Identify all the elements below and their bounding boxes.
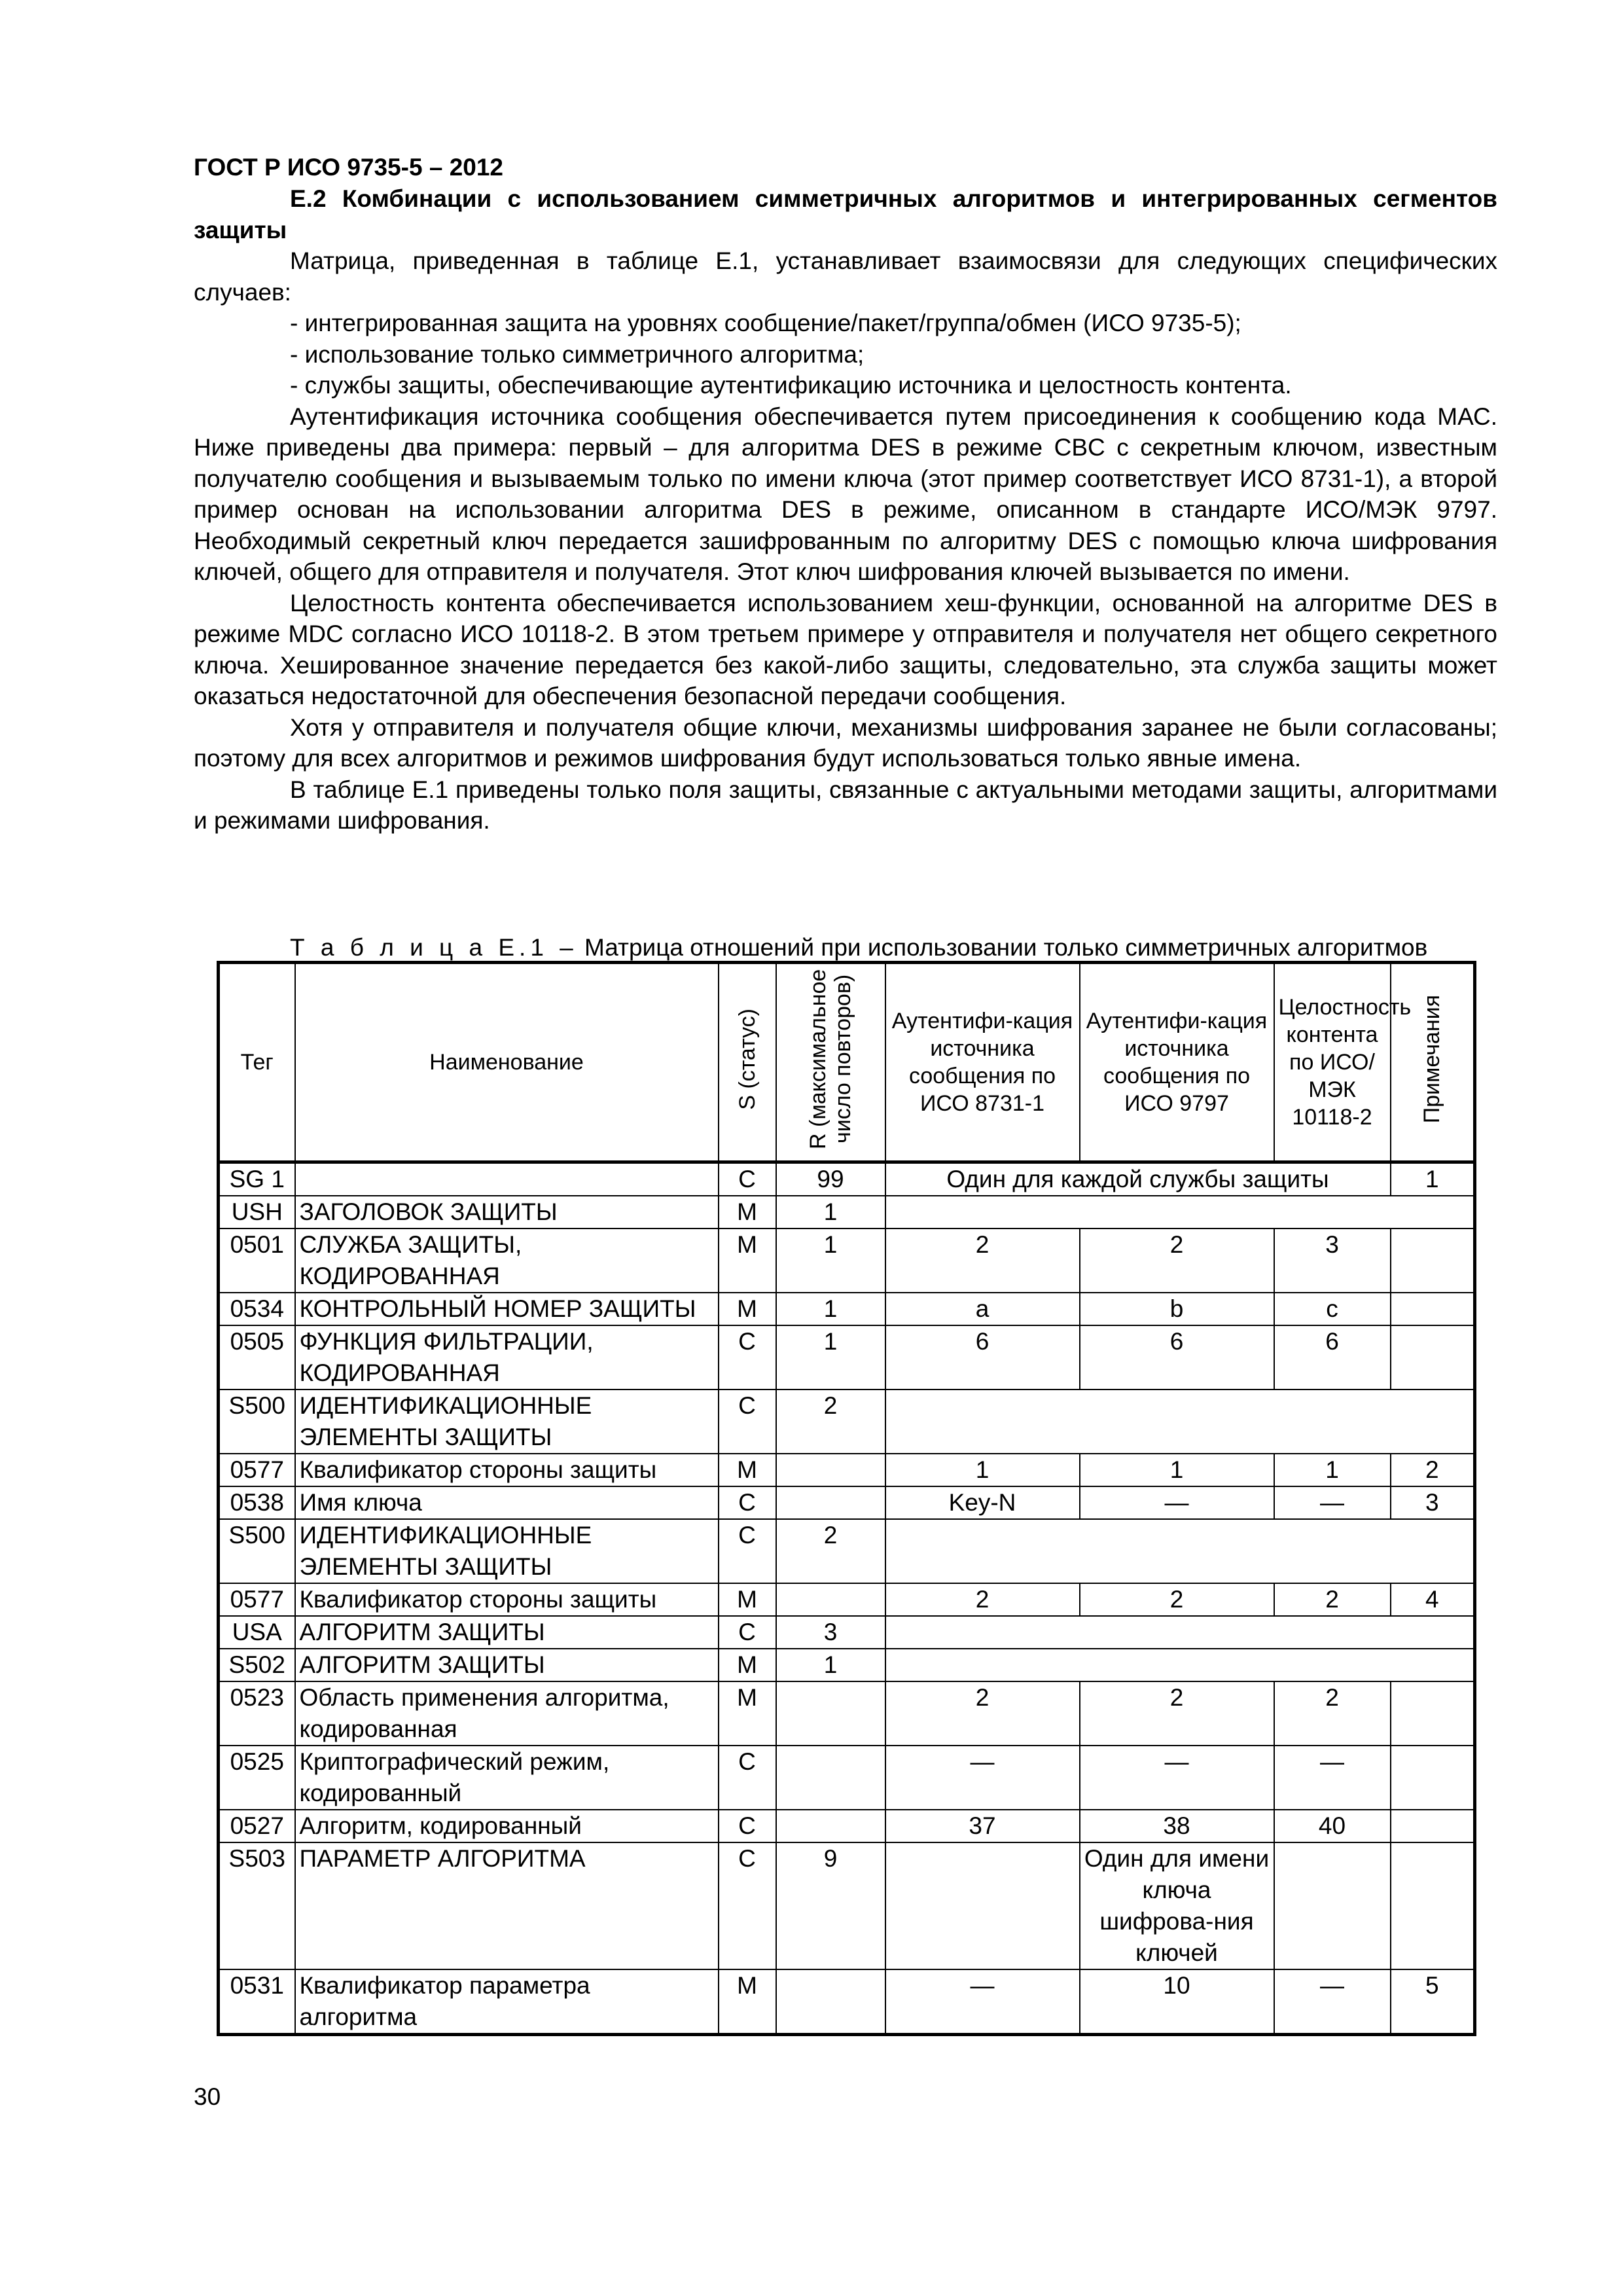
cell-status: C — [719, 1162, 776, 1196]
cell-auth-8731: — — [885, 1746, 1080, 1810]
cell-repeat — [776, 1969, 885, 2035]
table-row — [219, 1969, 1475, 2035]
cell-auth-8731: Key-N — [885, 1486, 1080, 1519]
table-row — [219, 1293, 1475, 1325]
cell-name: АЛГОРИТМ ЗАЩИТЫ — [295, 1616, 719, 1649]
table-row — [219, 1649, 1475, 1681]
cell-repeat: 9 — [776, 1842, 885, 1969]
cell-repeat: 1 — [776, 1293, 885, 1325]
cell-auth-8731: 37 — [885, 1810, 1080, 1842]
cell-name: Квалификатор параметра алгоритма — [295, 1969, 719, 2035]
cell-tag: 0534 — [219, 1293, 295, 1325]
cell-name: Область применения алгоритма, кодированная — [295, 1681, 719, 1746]
cell-auth-9797: Один для имени ключа шифрова-ния ключей — [1080, 1842, 1274, 1969]
cell-name: Криптографический режим, кодированный — [295, 1746, 719, 1810]
cell-tag: 0531 — [219, 1969, 295, 2035]
cell-auth-8731: 2 — [885, 1681, 1080, 1746]
cell-auth-8731: 1 — [885, 1454, 1080, 1486]
cell-note — [1391, 1810, 1475, 1842]
cell-integrity: — — [1274, 1969, 1391, 2035]
cell-repeat: 1 — [776, 1229, 885, 1293]
cell-status: C — [719, 1325, 776, 1390]
cell-status: M — [719, 1293, 776, 1325]
table-row — [219, 1616, 1475, 1649]
table-row — [219, 1390, 1475, 1454]
cell-integrity: 6 — [1274, 1325, 1391, 1390]
cell-repeat — [776, 1454, 885, 1486]
table-caption-prefix: Т а б л и ц а Е.1 – — [290, 934, 578, 961]
cell-name: АЛГОРИТМ ЗАЩИТЫ — [295, 1649, 719, 1681]
cell-auth-9797: 38 — [1080, 1810, 1274, 1842]
paragraph-table-note: В таблице Е.1 приведены только поля защиты, связанные с актуальными методами защиты, алгоритмами и режимами шифрования. — [194, 776, 1497, 834]
cell-auth-9797: b — [1080, 1293, 1274, 1325]
table-row — [219, 1583, 1475, 1616]
table-row — [219, 1681, 1475, 1746]
cell-status: C — [719, 1616, 776, 1649]
cell-name: КОНТРОЛЬНЫЙ НОМЕР ЗАЩИТЫ — [295, 1293, 719, 1325]
cell-auth-9797: 6 — [1080, 1325, 1274, 1390]
header-status-text: S (статус) — [734, 1008, 760, 1110]
cell-auth-9797: — — [1080, 1746, 1274, 1810]
paragraph-authentication: Аутентификация источника сообщения обеспечивается путем присоединения к сообщению кода МАС. Ниже приведены два примера: первый – для алгоритма DES в режиме CBC с секретным ключом, известным получателю сообщения и вызываемым только по имени ключа (этот пример соответствует ИСО 8731-1), а второй пример основан на использовании алгоритма DES в режиме, описанном в стандарте ИСО/МЭК 9797. Необходимый секретный ключ передается зашифрованным по алгоритму DES с помощью ключа шифрования ключей, общего для отправителя и получателя. Этот ключ шифрования ключей вызывается по имени. — [194, 403, 1497, 585]
cell-tag: SG 1 — [219, 1162, 295, 1196]
cell-tag: S502 — [219, 1649, 295, 1681]
table-row — [219, 1196, 1475, 1229]
cell-auth-8731: — — [885, 1969, 1080, 2035]
cell-auth-8731: a — [885, 1293, 1080, 1325]
cell-status: M — [719, 1649, 776, 1681]
cell-integrity — [1274, 1842, 1391, 1969]
header-auth-9797: Аутентифи-кация источника сообщения по ИСО 9797 — [1080, 963, 1274, 1162]
cell-note: 1 — [1391, 1162, 1475, 1196]
cell-status: M — [719, 1196, 776, 1229]
header-integrity: Целостность контента по ИСО/МЭК 10118-2 — [1274, 963, 1391, 1162]
cell-repeat: 3 — [776, 1616, 885, 1649]
cell-auth-9797: — — [1080, 1486, 1274, 1519]
cell-tag: S500 — [219, 1390, 295, 1454]
cell-empty-span — [885, 1196, 1475, 1229]
cell-integrity: 1 — [1274, 1454, 1391, 1486]
cell-empty-span — [885, 1649, 1475, 1681]
list-item: - интегрированная защита на уровнях сообщение/пакет/группа/обмен (ИСО 9735-5); — [290, 310, 1241, 336]
table-row — [219, 1746, 1475, 1810]
page-number: 30 — [194, 2083, 221, 2110]
header-status — [719, 963, 776, 1162]
cell-status: M — [719, 1681, 776, 1746]
header-repeat-text: R (максимальное число повторов) — [806, 969, 855, 1149]
cell-repeat — [776, 1681, 885, 1746]
paragraph-integrity: Целостность контента обеспечивается использованием хеш-функции, основанной на алгоритме DES в режиме MDC согласно ИСО 10118-2. В этом третьем примере у отправителя и получателя нет общего секретного ключа. Хешированное значение передается без какой-либо защиты, следовательно, эта служба защиты может оказаться недостаточной для обеспечения безопасной передачи сообщения. — [194, 589, 1497, 709]
cell-tag: 0505 — [219, 1325, 295, 1390]
cell-integrity: — — [1274, 1486, 1391, 1519]
cell-empty-span — [885, 1390, 1475, 1454]
cell-tag: 0501 — [219, 1229, 295, 1293]
cell-integrity: 2 — [1274, 1583, 1391, 1616]
cell-repeat — [776, 1583, 885, 1616]
cell-note: 2 — [1391, 1454, 1475, 1486]
table-caption — [290, 932, 1427, 963]
cell-repeat: 1 — [776, 1649, 885, 1681]
cell-auth-8731: 2 — [885, 1229, 1080, 1293]
cell-status: C — [719, 1486, 776, 1519]
cell-note — [1391, 1746, 1475, 1810]
section-heading: Е.2 Комбинации с использованием симметричных алгоритмов и интегрированных сегментов защиты — [194, 185, 1497, 243]
list-item: - использование только симметричного алгоритма; — [290, 340, 865, 368]
cell-auth-9797: 2 — [1080, 1229, 1274, 1293]
cell-integrity: 3 — [1274, 1229, 1391, 1293]
cell-tag: 0523 — [219, 1681, 295, 1746]
cell-repeat: 99 — [776, 1162, 885, 1196]
header-repeat — [776, 963, 885, 1162]
cell-tag: 0538 — [219, 1486, 295, 1519]
table-header-row — [219, 963, 1475, 1162]
cell-status: M — [719, 1583, 776, 1616]
table-row — [219, 1486, 1475, 1519]
cell-tag: S503 — [219, 1842, 295, 1969]
cell-services-span: Один для каждой службы защиты — [885, 1162, 1391, 1196]
cell-note — [1391, 1681, 1475, 1746]
cell-auth-8731 — [885, 1842, 1080, 1969]
cell-name: Алгоритм, кодированный — [295, 1810, 719, 1842]
cell-integrity: — — [1274, 1746, 1391, 1810]
cell-integrity: c — [1274, 1293, 1391, 1325]
cell-auth-9797: 10 — [1080, 1969, 1274, 2035]
cell-tag: USA — [219, 1616, 295, 1649]
cell-note — [1391, 1229, 1475, 1293]
cell-status: C — [719, 1390, 776, 1454]
cell-name: ИДЕНТИФИКАЦИОННЫЕ ЭЛЕМЕНТЫ ЗАЩИТЫ — [295, 1519, 719, 1583]
body-text — [194, 183, 1497, 836]
cell-tag: 0527 — [219, 1810, 295, 1842]
header-notes — [1391, 963, 1475, 1162]
cell-status: M — [719, 1229, 776, 1293]
header-notes-text: Примечания — [1419, 994, 1445, 1124]
table-row — [219, 1810, 1475, 1842]
cell-note: 3 — [1391, 1486, 1475, 1519]
header-auth-8731: Аутентифи-кация источника сообщения по ИСО 8731-1 — [885, 963, 1080, 1162]
relations-matrix-table — [217, 961, 1476, 2036]
cell-empty-span — [885, 1616, 1475, 1649]
cell-status: M — [719, 1969, 776, 2035]
table-row — [219, 1519, 1475, 1583]
cell-status: C — [719, 1519, 776, 1583]
cell-name: Квалификатор стороны защиты — [295, 1583, 719, 1616]
list-item: - службы защиты, обеспечивающие аутентификацию источника и целостность контента. — [290, 372, 1292, 399]
cell-tag: USH — [219, 1196, 295, 1229]
cell-integrity: 2 — [1274, 1681, 1391, 1746]
cell-note — [1391, 1325, 1475, 1390]
cell-status: C — [719, 1810, 776, 1842]
cell-name: ФУНКЦИЯ ФИЛЬТРАЦИИ, КОДИРОВАННАЯ — [295, 1325, 719, 1390]
cell-status: C — [719, 1746, 776, 1810]
cell-name: ИДЕНТИФИКАЦИОННЫЕ ЭЛЕМЕНТЫ ЗАЩИТЫ — [295, 1390, 719, 1454]
cell-status: C — [719, 1842, 776, 1969]
cell-repeat: 2 — [776, 1519, 885, 1583]
cell-status: M — [719, 1454, 776, 1486]
paragraph-keys: Хотя у отправителя и получателя общие ключи, механизмы шифрования заранее не были согласованы; поэтому для всех алгоритмов и режимов шифрования будут использоваться только явные имена. — [194, 713, 1497, 772]
cell-name — [295, 1162, 719, 1196]
cell-name: СЛУЖБА ЗАЩИТЫ, КОДИРОВАННАЯ — [295, 1229, 719, 1293]
header-name: Наименование — [295, 963, 719, 1162]
cell-tag: 0525 — [219, 1746, 295, 1810]
header-tag: Тег — [219, 963, 295, 1162]
cell-repeat: 1 — [776, 1196, 885, 1229]
cell-tag: S500 — [219, 1519, 295, 1583]
cell-note — [1391, 1293, 1475, 1325]
cell-auth-8731: 6 — [885, 1325, 1080, 1390]
cell-note: 4 — [1391, 1583, 1475, 1616]
cell-name: Имя ключа — [295, 1486, 719, 1519]
cell-auth-9797: 2 — [1080, 1583, 1274, 1616]
cell-auth-8731: 2 — [885, 1583, 1080, 1616]
cell-name: Квалификатор стороны защиты — [295, 1454, 719, 1486]
document-header: ГОСТ Р ИСО 9735-5 – 2012 — [194, 154, 504, 181]
cell-repeat — [776, 1486, 885, 1519]
cell-note — [1391, 1842, 1475, 1969]
table-row — [219, 1325, 1475, 1390]
table-row — [219, 1162, 1475, 1196]
cell-repeat: 2 — [776, 1390, 885, 1454]
cell-empty-span — [885, 1519, 1475, 1583]
cell-tag: 0577 — [219, 1454, 295, 1486]
cell-repeat: 1 — [776, 1325, 885, 1390]
cell-name: ПАРАМЕТР АЛГОРИТМА — [295, 1842, 719, 1969]
table-row — [219, 1229, 1475, 1293]
paragraph-intro: Матрица, приведенная в таблице Е.1, устанавливает взаимосвязи для следующих специфических случаев: — [194, 247, 1497, 306]
cell-integrity: 40 — [1274, 1810, 1391, 1842]
cell-tag: 0577 — [219, 1583, 295, 1616]
cell-note: 5 — [1391, 1969, 1475, 2035]
cell-repeat — [776, 1746, 885, 1810]
table-row — [219, 1842, 1475, 1969]
cell-auth-9797: 1 — [1080, 1454, 1274, 1486]
cell-auth-9797: 2 — [1080, 1681, 1274, 1746]
cell-repeat — [776, 1810, 885, 1842]
table-row — [219, 1454, 1475, 1486]
cell-name: ЗАГОЛОВОК ЗАЩИТЫ — [295, 1196, 719, 1229]
table-caption-text: Матрица отношений при использовании только симметричных алгоритмов — [577, 934, 1428, 961]
